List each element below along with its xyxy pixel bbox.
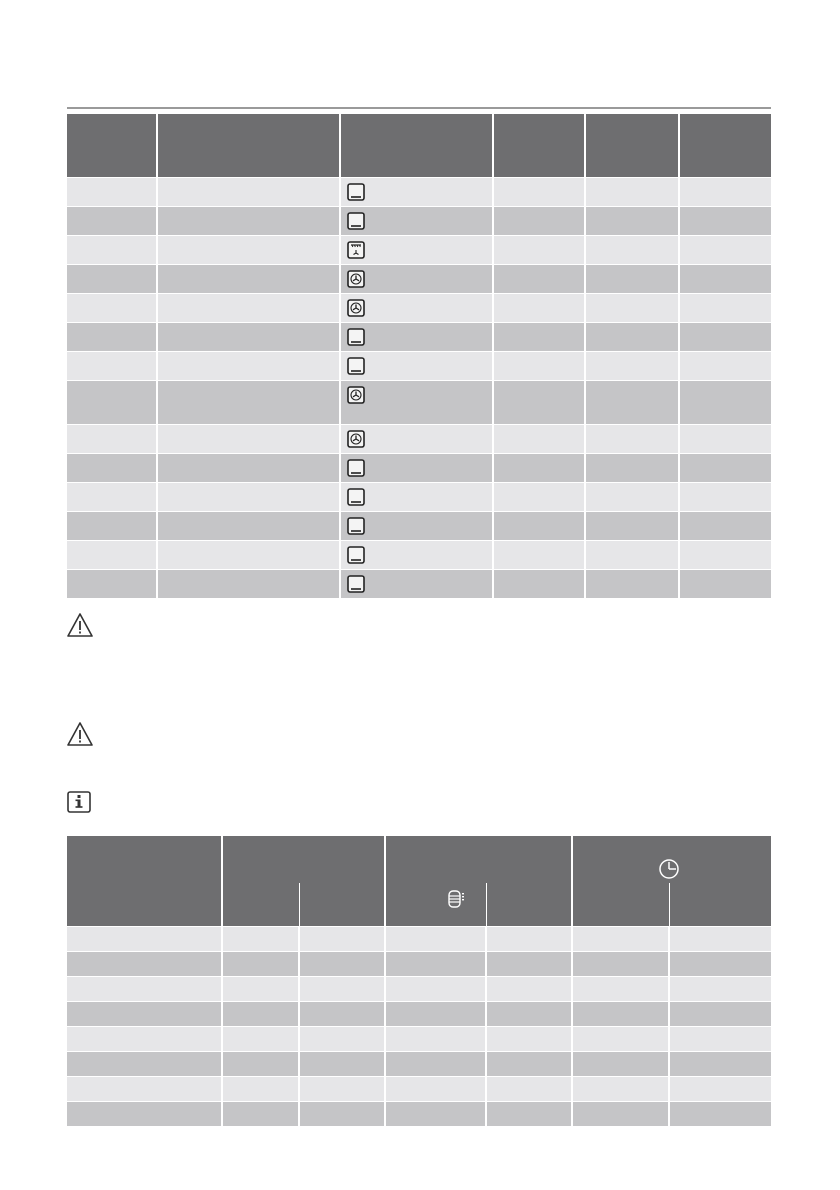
table-cell — [679, 511, 771, 540]
table-header-row — [67, 836, 771, 926]
table-cell — [340, 177, 493, 206]
header-subdivider — [299, 883, 300, 926]
table-cell — [585, 206, 679, 235]
table-cell — [67, 453, 157, 482]
table-cell — [67, 1001, 222, 1026]
column-header — [493, 114, 585, 177]
data-table — [67, 836, 771, 1127]
table-cell — [340, 322, 493, 351]
table-cell — [67, 264, 157, 293]
table-cell — [585, 177, 679, 206]
table-cell — [486, 1026, 572, 1051]
table-cell — [299, 1076, 385, 1101]
table-cell — [157, 235, 340, 264]
table-cell — [222, 926, 299, 951]
table-row — [67, 235, 771, 264]
table-cell — [385, 1076, 486, 1101]
table-cell — [679, 264, 771, 293]
table-cell — [493, 511, 585, 540]
table-row — [67, 1101, 771, 1126]
table-cell — [299, 951, 385, 976]
table-row — [67, 1076, 771, 1101]
table-row — [67, 351, 771, 380]
table-cell — [340, 482, 493, 511]
table-cell — [299, 1101, 385, 1126]
table-cell — [493, 540, 585, 569]
table-cell — [67, 380, 157, 424]
table-row — [67, 976, 771, 1001]
warning-icon — [66, 721, 94, 747]
table-cell — [340, 453, 493, 482]
table-cell — [222, 976, 299, 1001]
table-cell — [157, 482, 340, 511]
table-cell — [340, 569, 493, 598]
table-cell — [340, 511, 493, 540]
conventional-icon — [347, 546, 365, 564]
conventional-icon — [347, 575, 365, 593]
table-cell — [157, 453, 340, 482]
conventional-icon — [347, 328, 365, 346]
table-header-row — [67, 114, 771, 177]
column-header — [67, 114, 157, 177]
table-cell — [157, 293, 340, 322]
table-row — [67, 1026, 771, 1051]
column-header-group — [572, 836, 771, 926]
table-cell — [385, 1051, 486, 1076]
table-cell — [486, 976, 572, 1001]
table-cell — [157, 206, 340, 235]
cooking-table — [67, 114, 771, 599]
table-cell — [340, 351, 493, 380]
table-cell — [486, 1051, 572, 1076]
true-fan-icon — [347, 386, 365, 404]
table-cell — [486, 926, 572, 951]
table-cell — [493, 206, 585, 235]
column-header — [222, 836, 385, 926]
info-icon — [66, 790, 92, 814]
table-cell — [299, 926, 385, 951]
conventional-icon — [347, 488, 365, 506]
table-row — [67, 177, 771, 206]
table-cell — [669, 1101, 771, 1126]
table-cell — [222, 1101, 299, 1126]
table-cell — [679, 351, 771, 380]
table-cell — [572, 1076, 669, 1101]
table-cell — [669, 951, 771, 976]
true-fan-icon — [347, 299, 365, 317]
table-cell — [157, 424, 340, 453]
table-cell — [679, 235, 771, 264]
table-row — [67, 293, 771, 322]
table-cell — [67, 540, 157, 569]
table-cell — [157, 380, 340, 424]
table-cell — [669, 1001, 771, 1026]
table-cell — [669, 1026, 771, 1051]
table-cell — [486, 1101, 572, 1126]
table-cell — [585, 380, 679, 424]
table-cell — [572, 1001, 669, 1026]
header-subdivider — [486, 883, 487, 926]
table-cell — [669, 976, 771, 1001]
table-cell — [67, 951, 222, 976]
table-cell — [299, 1026, 385, 1051]
table-row — [67, 1051, 771, 1076]
table-cell — [67, 1076, 222, 1101]
table-cell — [585, 482, 679, 511]
column-header — [157, 114, 340, 177]
table-cell — [493, 569, 585, 598]
table-cell — [67, 1101, 222, 1126]
table-cell — [157, 569, 340, 598]
table-cell — [572, 926, 669, 951]
table-cell — [385, 951, 486, 976]
table-cell — [486, 1001, 572, 1026]
table-cell — [679, 540, 771, 569]
table-row — [67, 424, 771, 453]
table-row — [67, 540, 771, 569]
table-cell — [679, 177, 771, 206]
clock-icon — [658, 858, 680, 880]
table-cell — [493, 351, 585, 380]
table-cell — [67, 926, 222, 951]
conventional-icon — [347, 459, 365, 477]
table-cell — [222, 1076, 299, 1101]
table-row — [67, 1001, 771, 1026]
table-cell — [572, 1051, 669, 1076]
table-cell — [67, 482, 157, 511]
column-header — [585, 114, 679, 177]
table-cell — [67, 206, 157, 235]
table-cell — [572, 976, 669, 1001]
header-subdivider — [669, 883, 670, 926]
conventional-icon — [347, 357, 365, 375]
true-fan-icon — [347, 270, 365, 288]
table-cell — [340, 264, 493, 293]
conventional-icon — [347, 212, 365, 230]
table-cell — [585, 322, 679, 351]
table-cell — [572, 1026, 669, 1051]
grill-fan-icon — [347, 241, 365, 259]
table-cell — [572, 951, 669, 976]
table-cell — [67, 235, 157, 264]
table-cell — [222, 1026, 299, 1051]
table-cell — [340, 206, 493, 235]
table-cell — [572, 1101, 669, 1126]
table-cell — [340, 380, 493, 424]
table-cell — [157, 264, 340, 293]
table-row — [67, 206, 771, 235]
table-cell — [222, 951, 299, 976]
table-cell — [157, 322, 340, 351]
top-rule — [67, 107, 771, 109]
table-row — [67, 380, 771, 424]
table-cell — [486, 951, 572, 976]
table-cell — [585, 511, 679, 540]
table-cell — [585, 235, 679, 264]
table-cell — [157, 511, 340, 540]
table-cell — [585, 293, 679, 322]
table-cell — [585, 569, 679, 598]
conventional-icon — [347, 517, 365, 535]
table-cell — [493, 453, 585, 482]
table-row — [67, 482, 771, 511]
table-cell — [340, 235, 493, 264]
table-cell — [385, 926, 486, 951]
table-cell — [67, 569, 157, 598]
table-cell — [493, 293, 585, 322]
table-cell — [385, 1001, 486, 1026]
table-cell — [299, 976, 385, 1001]
table-row — [67, 569, 771, 598]
table-cell — [67, 177, 157, 206]
table-cell — [679, 424, 771, 453]
table-cell — [67, 976, 222, 1001]
table-cell — [493, 482, 585, 511]
table-cell — [669, 926, 771, 951]
table-cell — [493, 380, 585, 424]
table-cell — [669, 1051, 771, 1076]
table-cell — [340, 424, 493, 453]
table-cell — [67, 424, 157, 453]
table-cell — [679, 322, 771, 351]
true-fan-icon — [347, 430, 365, 448]
table-cell — [299, 1051, 385, 1076]
warning-icon — [66, 612, 94, 638]
shelf-position-icon — [446, 889, 466, 909]
table-cell — [67, 511, 157, 540]
table-cell — [340, 540, 493, 569]
table-cell — [585, 424, 679, 453]
table-row — [67, 951, 771, 976]
table-cell — [67, 322, 157, 351]
column-header — [679, 114, 771, 177]
table-cell — [157, 540, 340, 569]
column-header — [67, 836, 222, 926]
table-cell — [486, 1076, 572, 1101]
table-cell — [67, 351, 157, 380]
table-cell — [222, 1001, 299, 1026]
column-header-group — [385, 836, 572, 926]
table-cell — [493, 322, 585, 351]
table-cell — [679, 482, 771, 511]
conventional-icon — [347, 183, 365, 201]
table-cell — [679, 453, 771, 482]
table-cell — [585, 540, 679, 569]
table-cell — [679, 206, 771, 235]
table-cell — [222, 1051, 299, 1076]
table-cell — [669, 1076, 771, 1101]
table-cell — [585, 351, 679, 380]
table-cell — [585, 453, 679, 482]
table-cell — [157, 351, 340, 380]
table-cell — [493, 177, 585, 206]
table-cell — [493, 235, 585, 264]
table-row — [67, 926, 771, 951]
table-cell — [493, 264, 585, 293]
table-row — [67, 511, 771, 540]
table-cell — [679, 293, 771, 322]
table-row — [67, 322, 771, 351]
table-cell — [585, 264, 679, 293]
table-cell — [67, 1051, 222, 1076]
table-cell — [67, 293, 157, 322]
table-cell — [493, 424, 585, 453]
table-cell — [385, 1026, 486, 1051]
table-row — [67, 453, 771, 482]
table-cell — [385, 1101, 486, 1126]
table-row — [67, 264, 771, 293]
table-cell — [299, 1001, 385, 1026]
column-header — [340, 114, 493, 177]
table-cell — [679, 380, 771, 424]
table-cell — [157, 177, 340, 206]
table-cell — [67, 1026, 222, 1051]
table-cell — [679, 569, 771, 598]
table-cell — [385, 976, 486, 1001]
table-cell — [340, 293, 493, 322]
